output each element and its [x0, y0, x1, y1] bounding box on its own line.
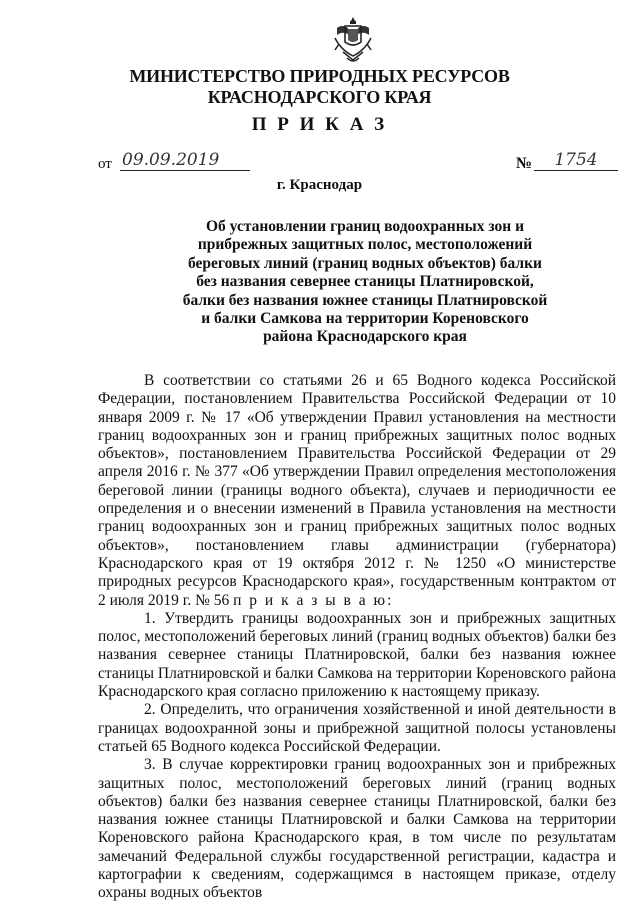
- item-1: 1. Утвердить границы водоохранных зон и прибрежных защитных полос, местоположений береговых линий (границ водных объектов) балки без названия севернее станицы Платнировской, балки без названия южнее станицы Платнировской и балки Самкова на территории Кореновского района Краснодарского края согласно приложению к настоящему приказу.: [98, 609, 616, 701]
- order-meta-row: [98, 150, 618, 176]
- preamble-text: В соответствии со статьями 26 и 65 Водного кодекса Российской Федерации, постановлением Правительства Российской Федерации от 10 января 2009 г. № 17 «Об утверждении Правил установления на местности границ водоохранных зон и границ прибрежных защитных полос водных объектов», постановлением Правительства Российской Федерации от 29 апреля 2016 г. № 377 «Об утверждении Правил определения местоположения береговой линии (границы водного объекта), случаев и периодичности ее определения и о внесении изменений в Правила установления на местности границ водоохранных зон и границ прибрежных защитных полос водных объектов», постановлением главы администрации (губернатора) Краснодарского края от 19 октября 2012 г. № 1250 «О министерстве природных ресурсов Краснодарского края», государственным контрактом от 2 июля 2019 г. № 56: [98, 372, 616, 609]
- subject-line: и балки Самкова на территории Кореновского: [201, 310, 529, 328]
- city: г. Краснодар: [276, 177, 363, 193]
- ministry-name-line1: МИНИСТЕРСТВО ПРИРОДНЫХ РЕСУРСОВ: [129, 66, 510, 86]
- subject-line: Об установлении границ водоохранных зон и: [205, 218, 525, 235]
- subject-line: без названия севернее станицы Платнировской,: [196, 273, 534, 291]
- order-title: П Р И К А З: [251, 114, 388, 135]
- subject-line: береговых линий (границ водных объектов) балки: [188, 254, 542, 272]
- preamble-paragraph: [98, 372, 616, 610]
- order-number: 1754: [534, 150, 618, 171]
- order-word: п р и к а з ы в а ю:: [233, 591, 394, 609]
- date-label: от: [98, 156, 112, 172]
- order-date: 09.09.2019: [120, 150, 250, 171]
- order-body: [98, 372, 616, 903]
- subject-line: прибрежных защитных полос, местоположений: [197, 236, 533, 254]
- subject-line: балки без названия южнее станицы Платнировской: [182, 291, 548, 309]
- order-subject: [170, 218, 560, 347]
- coat-of-arms-icon: [331, 14, 375, 66]
- item-3: 3. В случае корректировки границ водоохранных зон и прибрежных защитных полос, местоположений береговых линий (границ водных объектов) балки без названия севернее станицы Платнировской, балки без названия южнее станицы Платнировской и балки Самкова на территории Кореновского района Краснодарского края, в том числе по результатам замечаний Федеральной службы государственной регистрации, кадастра и картографии к сведениям, содержащимся в настоящем приказе, отделу охраны водных объектов: [98, 756, 616, 902]
- item-2: 2. Определить, что ограничения хозяйственной и иной деятельности в границах водоохранной зоны и прибрежной защитной полосы установлены статьей 65 Водного кодекса Российской Федерации.: [98, 701, 616, 755]
- subject-line: района Краснодарского края: [263, 328, 467, 346]
- number-label: №: [516, 155, 533, 172]
- ministry-name-line2: КРАСНОДАРСКОГО КРАЯ: [207, 87, 432, 107]
- ministry-name: [0, 66, 639, 108]
